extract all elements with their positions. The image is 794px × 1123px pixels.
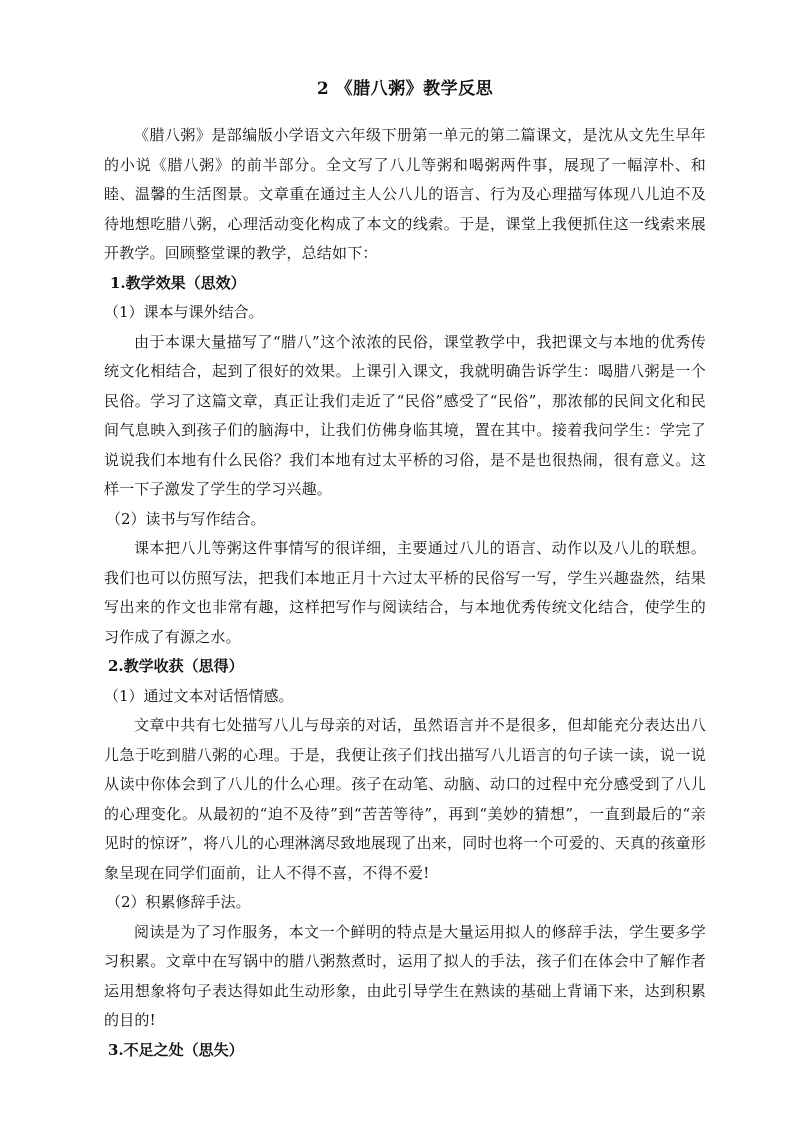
subheading: （1）课本与课外结合。 (104, 303, 264, 321)
body-paragraph: 由于本课大量描写了“腊八”这个浓浓的民俗，课堂教学中，我把课文与本地的优秀传统文化相结合，起到了很好的效果。上课引入课文，我就明确告诉学生：喝腊八粥是一个民俗。学习了这篇文章，真正让我们走近了“民俗”感受了“民俗”，那浓郁的民间文化和民间气息映入到孩子们的脑海中，让我们仿佛身临其境，置在其中。接着我问学生：学完了说说我们本地有什么民俗？我们本地有过太平桥的习俗，是不是也很热闹，很有意义。这样一下子激发了学生的学习兴趣。 (104, 332, 706, 498)
page-title: 2 《腊八粥》教学反思 (316, 79, 494, 99)
section-1 (104, 269, 706, 653)
section-2 (104, 652, 706, 1036)
subheading: （1）通过文本对话悟情感。 (104, 686, 294, 705)
section-heading: 2.教学收获（思得） (108, 657, 244, 675)
body-paragraph: 文章中共有七处描写八儿与母亲的对话，虽然语言并不是很多，但却能充分表达出八儿急于吃到腊八粥的心理。于是，我便让孩子们找出描写八儿语言的句子读一读，说一说从读中你体会到了八儿的什么心理。孩子在动笔、动脑、动口的过程中充分感受到了八儿的心理变化。从最初的“迫不及待”到“苦苦等待”，再到“美妙的猜想”，一直到最后的“亲见时的惊讶”，将八儿的心理淋漓尽致地展现了出来，同时也将一个可爱的、天真的孩童形象呈现在同学们面前，让人不得不喜，不得不爱! (104, 716, 706, 882)
intro-paragraph: 《腊八粥》是部编版小学语文六年级下册第一单元的第二篇课文，是沈从文先生早年的小说《腊八粥》的前半部分。全文写了八儿等粥和喝粥两件事，展现了一幅淳朴、和睦、温馨的生活图景。文章重在通过主人公八儿的语言、行为及心理描写体现八儿迫不及待地想吃腊八粥，心理活动变化构成了本文的线索。于是，课堂上我便抓住这一线索来展开教学。回顾整堂课的教学，总结如下： (104, 126, 706, 262)
section-heading: 3.不足之处（思失） (108, 1040, 244, 1059)
subheading: （2）读书与写作结合。 (106, 509, 266, 528)
body-paragraph: 课本把八儿等粥这件事情写的很详细，主要通过八儿的语言、动作以及八儿的联想。我们也可以仿照写法，把我们本地正月十六过太平桥的民俗写一写，学生兴趣盎然，结果写出来的作文也非常有趣，这样把写作与阅读结合，与本地优秀传统文化结合，使学生的习作成了有源之水。 (104, 539, 706, 646)
body-paragraph: 阅读是为了习作服务，本文一个鲜明的特点是大量运用拟人的修辞手法，学生要多学习积累。文章中在写锅中的腊八粥熬煮时，运用了拟人的手法，孩子们在体会中了解作者运用想象将句子表达得如此生动形象，由此引导学生在熟读的基础上背诵下来，达到积累的目的! (104, 922, 706, 1029)
section-heading: 1.教学效果（思效） (110, 273, 246, 292)
subheading: （2）积累修辞手法。 (106, 893, 251, 911)
section-3 (104, 1036, 706, 1066)
